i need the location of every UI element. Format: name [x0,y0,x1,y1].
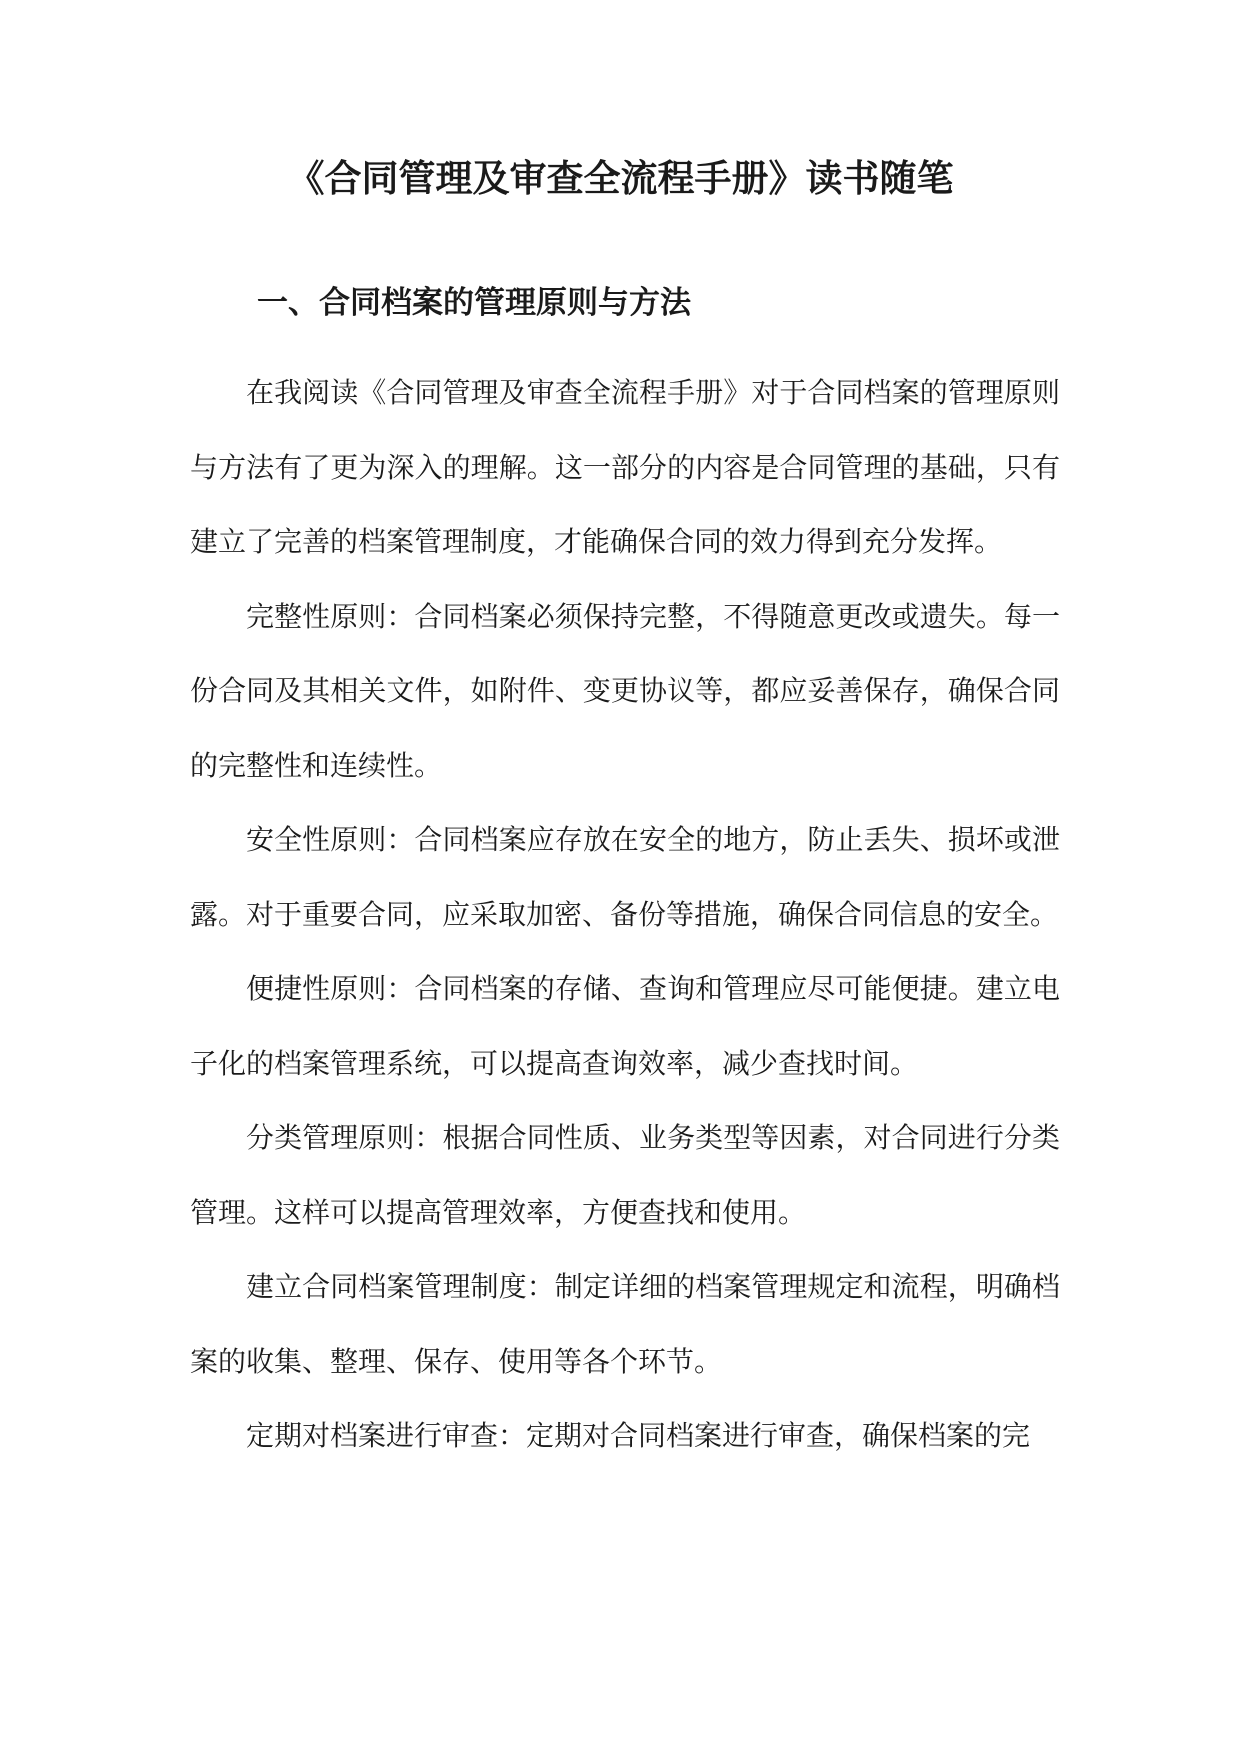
paragraph: 完整性原则：合同档案必须保持完整，不得随意更改或遗失。每一份合同及其相关文件，如附件、变更协议等，都应妥善保存，确保合同的完整性和连续性。 [190,599,1060,782]
paragraph: 在我阅读《合同管理及审查全流程手册》对于合同档案的管理原则与方法有了更为深入的理解。这一部分的内容是合同管理的基础，只有建立了完善的档案管理制度，才能确保合同的效力得到充分发挥。 [190,376,1060,558]
section-heading: 一、合同档案的管理原则与方法 [257,285,691,321]
paragraph: 建立合同档案管理制度：制定详细的档案管理规定和流程，明确档案的收集、整理、保存、使用等各个环节。 [190,1270,1060,1378]
document-title: 《合同管理及审查全流程手册》读书随笔 [287,156,954,200]
paragraph: 便捷性原则：合同档案的存储、查询和管理应尽可能便捷。建立电子化的档案管理系统，可以提高查询效率，减少查找时间。 [190,972,1060,1080]
paragraph: 分类管理原则：根据合同性质、业务类型等因素，对合同进行分类管理。这样可以提高管理效率，方便查找和使用。 [190,1121,1060,1229]
document-body [190,356,1060,1474]
paragraph: 安全性原则：合同档案应存放在安全的地方，防止丢失、损坏或泄露。对于重要合同，应采取加密、备份等措施，确保合同信息的安全。 [190,823,1060,931]
paragraph: 定期对档案进行审查：定期对合同档案进行审查，确保档案的完 [246,1419,1031,1452]
